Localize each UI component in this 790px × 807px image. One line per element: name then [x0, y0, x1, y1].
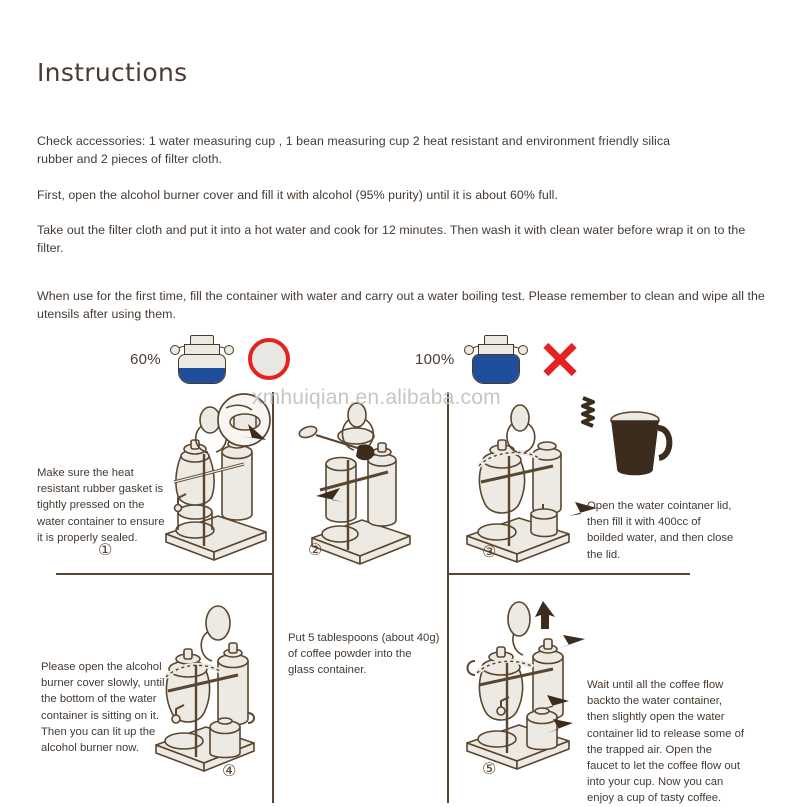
paragraph-first-use: When use for the first time, fill the container with water and carry out a water boiling test. Please remember to clean and wipe all the utensils after using them.: [37, 289, 765, 321]
step-cell-2-text: [272, 573, 447, 803]
cross-x-icon: [542, 341, 578, 377]
fill-percent-correct: 60%: [130, 350, 161, 368]
alcohol-burner-icon-100: [464, 335, 526, 383]
paragraph-accessories: Check accessories: 1 water measuring cup , 1 bean measuring cup 2 heat resistant and environment friendly silica rubber and 2 pieces of filter cloth.: [37, 134, 671, 166]
step-3-text: Open the water cointaner lid, then fill it with 400cc of boilded water, and then close the lid.: [587, 500, 734, 561]
fill-guide-incorrect: [415, 335, 578, 383]
step-5-illustration: [457, 595, 597, 785]
step-cell-1: [0, 392, 272, 573]
step-cell-2: [272, 392, 447, 573]
page-title: Instructions: [37, 58, 188, 87]
step-cell-4: [0, 573, 272, 803]
paragraph-filter-cloth: Take out the filter cloth and put it into a hot water and cook for 12 minutes. Then wash it with clean water before wrap it on to the filter.: [37, 223, 746, 255]
step-4-text: Please open the alcohol burner cover slowly, until the bottom of the water container is sitting on it. Then you can lit up the alcohol burner now.: [41, 661, 165, 755]
step-cell-3: [447, 392, 790, 573]
checkmark-circle-icon: [248, 338, 290, 380]
fill-guide-correct: [130, 335, 290, 383]
paragraph-alcohol-fill: First, open the alcohol burner cover and fill it with alcohol (95% purity) until it is about 60% full.: [37, 188, 558, 202]
step-5-text: Wait until all the coffee flow backto the water container, then slightly open the water container lid to release some of the trapped air. Open the faucet to let the coffee flow out into your cup. Now you can enjoy a cup of tasty coffee.: [587, 679, 744, 805]
alcohol-burner-icon-60: [170, 335, 232, 383]
step-4-number: ④: [222, 761, 237, 780]
step-1-number: ①: [98, 540, 113, 559]
step-3-steam-icon: [575, 396, 601, 436]
steps-grid: [0, 392, 790, 803]
step-1-text: Make sure the heat resistant rubber gasket is tightly pressed on the water container to ensure it is properly sealed.: [37, 467, 165, 544]
step-2-number: ②: [308, 540, 323, 559]
step-3-number: ③: [482, 542, 497, 561]
step-5-number: ⑤: [482, 759, 497, 778]
step-cell-5: [447, 573, 790, 803]
fill-percent-incorrect: 100%: [415, 350, 455, 368]
step-1-illustration: [148, 394, 278, 564]
step-2-text: Put 5 tablespoons (about 40g) of coffee powder into the glass container.: [288, 632, 440, 677]
fill-level-guide: [0, 332, 790, 392]
step-3-water-pitcher-icon: [607, 410, 679, 480]
watermark-text: xmhuiqian.en.alibaba.com: [252, 386, 501, 409]
